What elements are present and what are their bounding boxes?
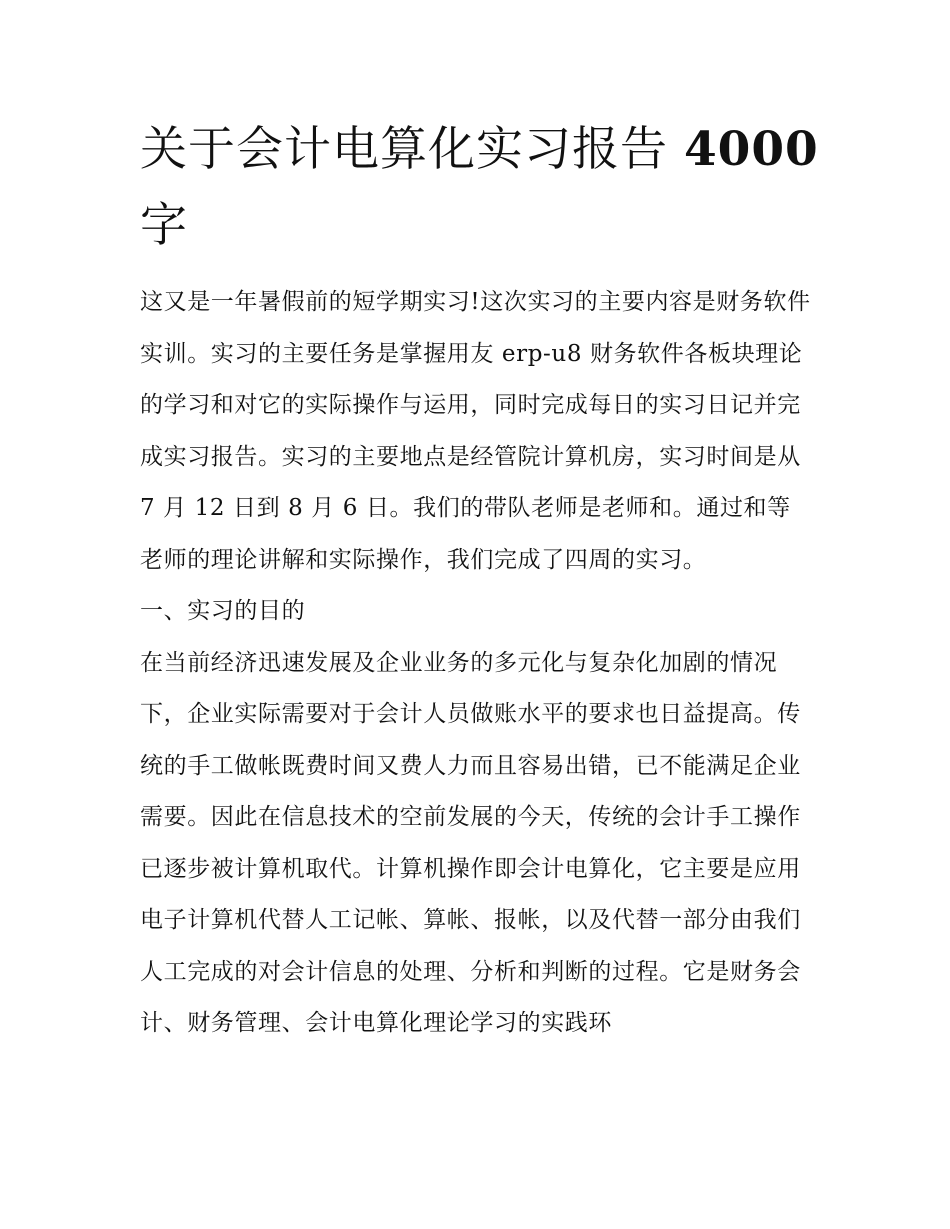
section-heading-purpose: 一、实习的目的 — [140, 598, 306, 624]
document-body — [140, 277, 812, 1050]
title-number: 4000 — [683, 122, 819, 177]
title-end-text: 字 — [140, 198, 188, 253]
intro-paragraph: 这又是一年暑假前的短学期实习!这次实习的主要内容是财务软件实训。实习的主要任务是掌握用友 erp-u8 财务软件各板块理论的学习和对它的实际操作与运用，同时完成每日的实习日记并完成实习报告。实习的主要地点是经管院计算机房，实习时间是从 7 月 12 日到 8 月 6 日。我们的带队老师是老师和。通过和等老师的理论讲解和实际操作，我们完成了四周的实习。 — [140, 289, 811, 573]
document-title — [140, 112, 830, 264]
purpose-paragraph: 在当前经济迅速发展及企业业务的多元化与复杂化加剧的情况下，企业实际需要对于会计人员做账水平的要求也日益提高。传统的手工做帐既费时间又费人力而且容易出错，已不能满足企业需要。因此在信息技术的空前发展的今天，传统的会计手工操作已逐步被计算机取代。计算机操作即会计电算化，它主要是应用电子计算机代替人工记帐、算帐、报帐，以及代替一部分由我们人工完成的对会计信息的处理、分析和判断的过程。它是财务会计、财务管理、会计电算化理论学习的实践环 — [140, 649, 801, 1036]
title-main-text: 关于会计电算化实习报告 — [140, 122, 668, 177]
